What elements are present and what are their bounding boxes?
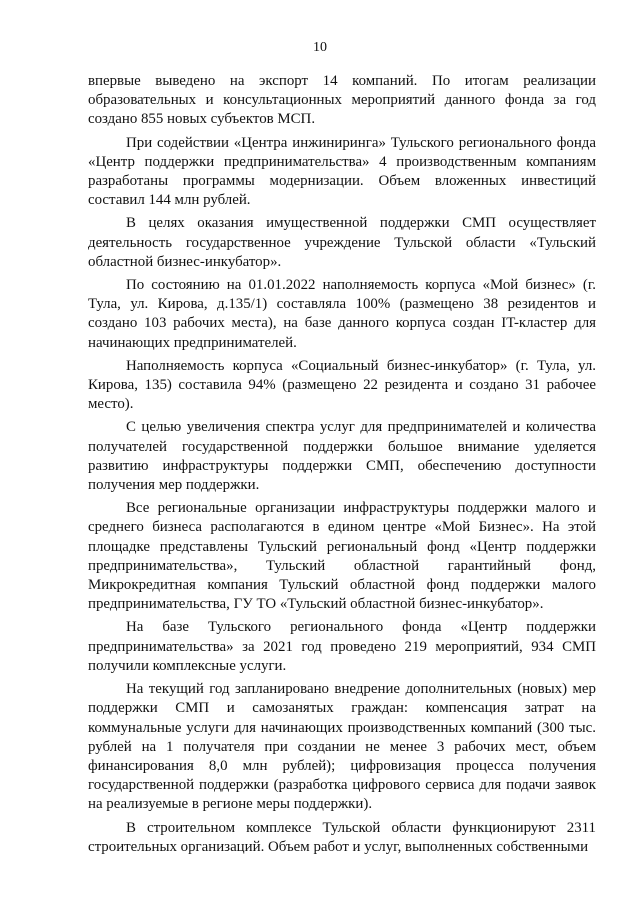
paragraph-social-incubator-occupancy: Наполняемость корпуса «Социальный бизнес-инкубатор» (г. Тула, ул. Кирова, 135) составила 94% (размещено 22 резидента и создано 31 рабочее место).	[88, 357, 596, 413]
paragraph-engineering-center: При содействии «Центра инжиниринга» Тульского регионального фонда «Центр поддержки предпринимательства» 4 производственным компаниям разработаны программы модернизации. Объем вложенных инвестиций составил 144 млн рублей.	[88, 134, 596, 209]
paragraph-my-business-occupancy: По состоянию на 01.01.2022 наполняемость корпуса «Мой бизнес» (г. Тула, ул. Кирова, д.135/1) составляла 100% (размещено 38 резидентов и создано 103 рабочих места), на базе данного корпуса создан IT-кластер для начинающих предпринимателей.	[88, 277, 596, 351]
paragraph-construction-complex: В строительном комплексе Тульской области функционируют 2311 строительных организаций. Объем работ и услуг, выполненных собственными	[88, 819, 596, 855]
paragraph-new-support-measures: На текущий год запланировано внедрение дополнительных (новых) мер поддержки СМП и самозанятых граждан: компенсация затрат на коммунальные услуги для начинающих производственных компаний (300 тыс. рублей на 1 получателя при создании не менее 3 рабочих мест, объем финансирования 8,0 млн рублей); цифровизация процесса получения государственной поддержки (разработка цифрового сервиса для подачи заявок на реализуемые в регионе меры поддержки).	[88, 681, 596, 813]
paragraph-property-support: В целях оказания имущественной поддержки СМП осуществляет деятельность государственное учреждение Тульской области «Тульский областной бизнес-инкубатор».	[88, 215, 596, 270]
paragraph-single-center: Все региональные организации инфраструктуры поддержки малого и среднего бизнеса располагаются в едином центре «Мой Бизнес». На этой площадке представлены Тульский региональный фонд «Центр поддержки предпринимательства», Тульский областной гарантийный фонд, Микрокредитная компания Тульский областной фонд поддержки малого предпринимательства, ГУ ТО «Тульский областной бизнес-инкубатор».	[88, 500, 596, 613]
paragraph-infrastructure-development: С целью увеличения спектра услуг для предпринимателей и количества получателей государственной поддержки большое внимание уделяется развитию инфраструктуры поддержки СМП, обеспечению доступности получения мер поддержки.	[88, 419, 596, 494]
paragraph-fund-events: На базе Тульского регионального фонда «Центр поддержки предпринимательства» за 2021 год проведено 219 мероприятий, 934 СМП получили комплексные услуги.	[88, 619, 596, 674]
document-body	[88, 72, 596, 861]
page-number: 10	[313, 40, 327, 55]
paragraph-export-results: впервые выведено на экспорт 14 компаний. По итогам реализации образовательных и консультационных мероприятий данного фонда за год создано 855 новых субъектов МСП.	[88, 73, 596, 128]
